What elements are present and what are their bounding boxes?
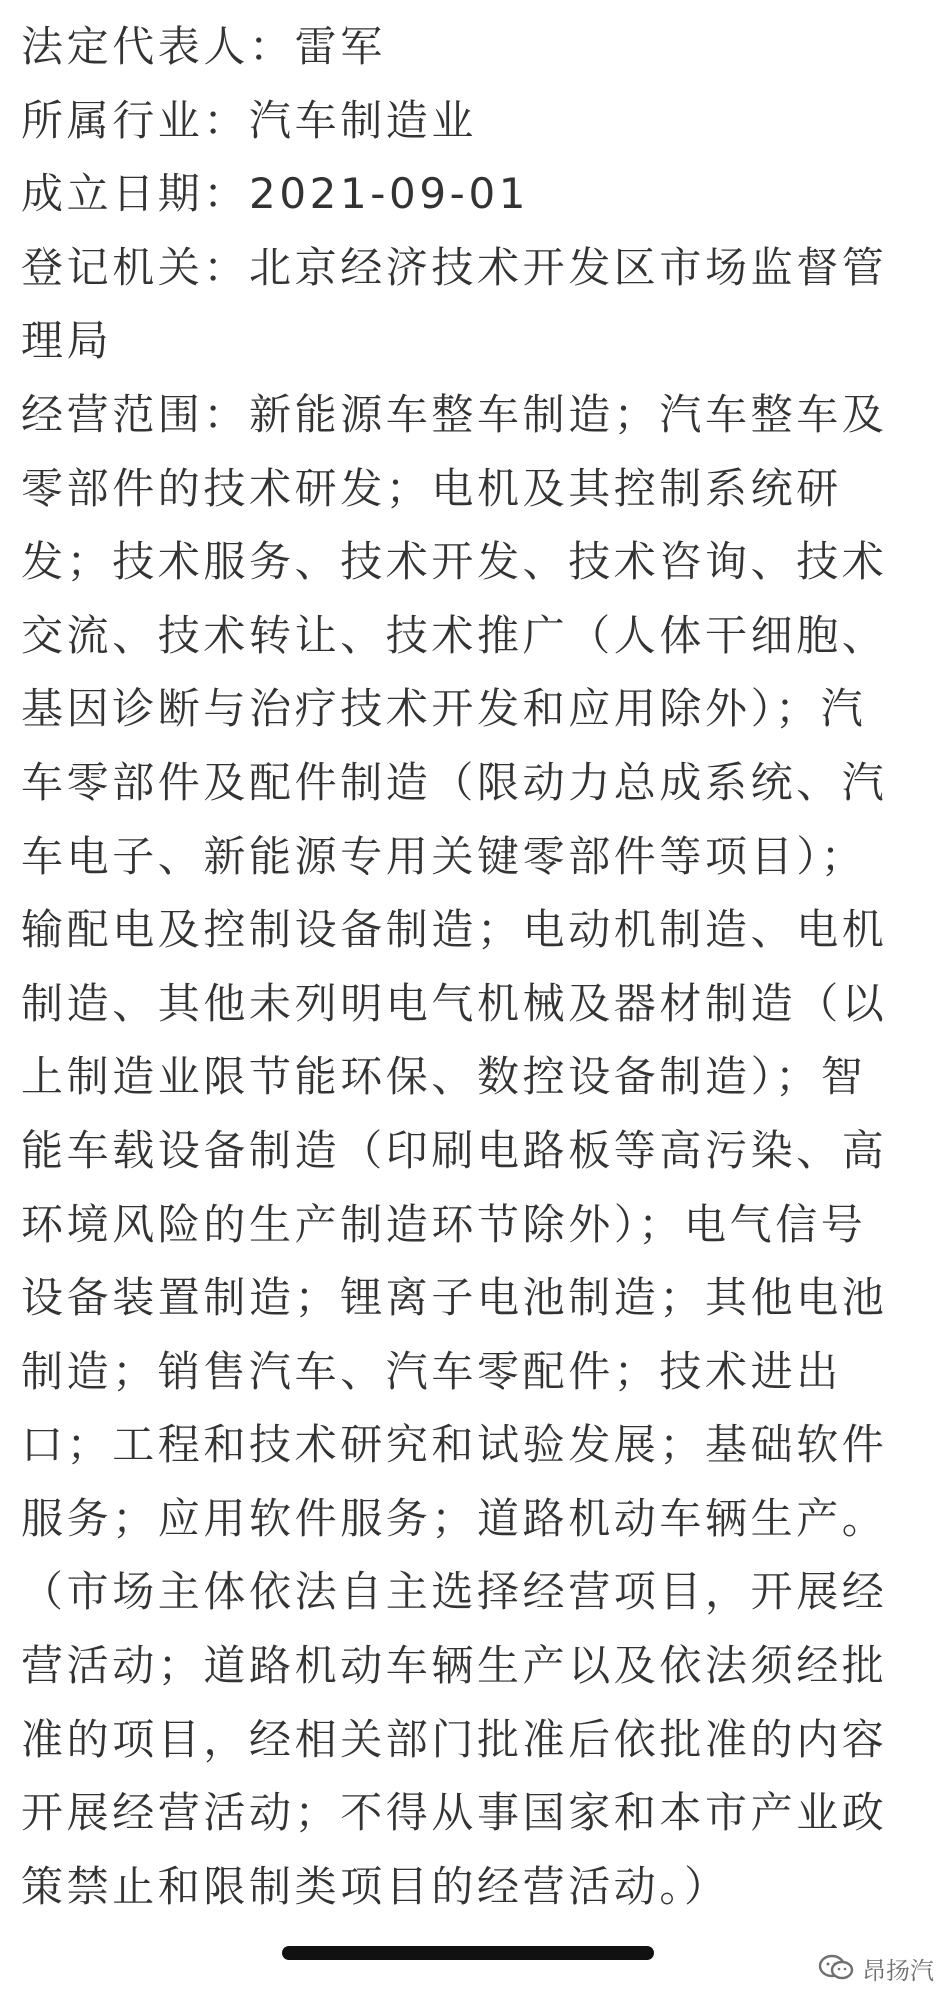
document-line: 交流、技术转让、技术推广（人体干细胞、 <box>21 610 888 660</box>
document-line: 设备装置制造；锂离子电池制造；其他电池 <box>21 1273 888 1323</box>
document-line: 零部件的技术研发；电机及其控制系统研 <box>21 463 842 513</box>
document-line: 服务；应用软件服务；道路机动车辆生产。 <box>21 1493 888 1543</box>
document-line: 经营范围：新能源车整车制造；汽车整车及 <box>21 389 888 439</box>
document-line: 口；工程和技术研究和试验发展；基础软件 <box>21 1420 888 1470</box>
document-line: （市场主体依法自主选择经营项目，开展经 <box>21 1567 888 1617</box>
home-indicator[interactable] <box>282 1946 654 1960</box>
document-line: 车零部件及配件制造（限动力总成系统、汽 <box>21 757 888 807</box>
document-line: 开展经营活动；不得从事国家和本市产业政 <box>21 1788 888 1838</box>
document-line: 策禁止和限制类项目的经营活动。） <box>21 1861 730 1911</box>
document-line: 能车载设备制造（印刷电路板等高污染、高 <box>21 1125 888 1175</box>
watermark-text: 昂扬汽 <box>862 1956 934 1985</box>
document-line: 车电子、新能源专用关键零部件等项目）； <box>21 831 867 881</box>
document-line: 制造；销售汽车、汽车零配件；技术进出 <box>21 1346 842 1396</box>
company-registration-text <box>21 10 926 1923</box>
document-line: 所属行业：汽车制造业 <box>21 95 478 145</box>
document-line: 理局 <box>21 316 113 366</box>
document-line: 营活动；道路机动车辆生产以及依法须经批 <box>21 1641 888 1691</box>
watermark <box>818 1950 934 1986</box>
document-line: 制造、其他未列明电气机械及器材制造（以 <box>21 978 888 1028</box>
document-line: 上制造业限节能环保、数控设备制造）；智 <box>21 1052 867 1102</box>
document-line: 成立日期：2021-09-01 <box>21 169 530 219</box>
document-line: 输配电及控制设备制造；电动机制造、电机 <box>21 905 888 955</box>
document-line: 准的项目，经相关部门批准后依批准的内容 <box>21 1714 888 1764</box>
document-line: 环境风险的生产制造环节除外）；电气信号 <box>21 1199 867 1249</box>
document-line: 基因诊断与治疗技术开发和应用除外）；汽 <box>21 684 867 734</box>
wechat-logo-icon <box>818 1953 856 1983</box>
document-line: 法定代表人：雷军 <box>21 22 386 71</box>
document-line: 登记机关：北京经济技术开发区市场监督管 <box>21 242 888 292</box>
document-line: 发；技术服务、技术开发、技术咨询、技术 <box>21 537 888 587</box>
